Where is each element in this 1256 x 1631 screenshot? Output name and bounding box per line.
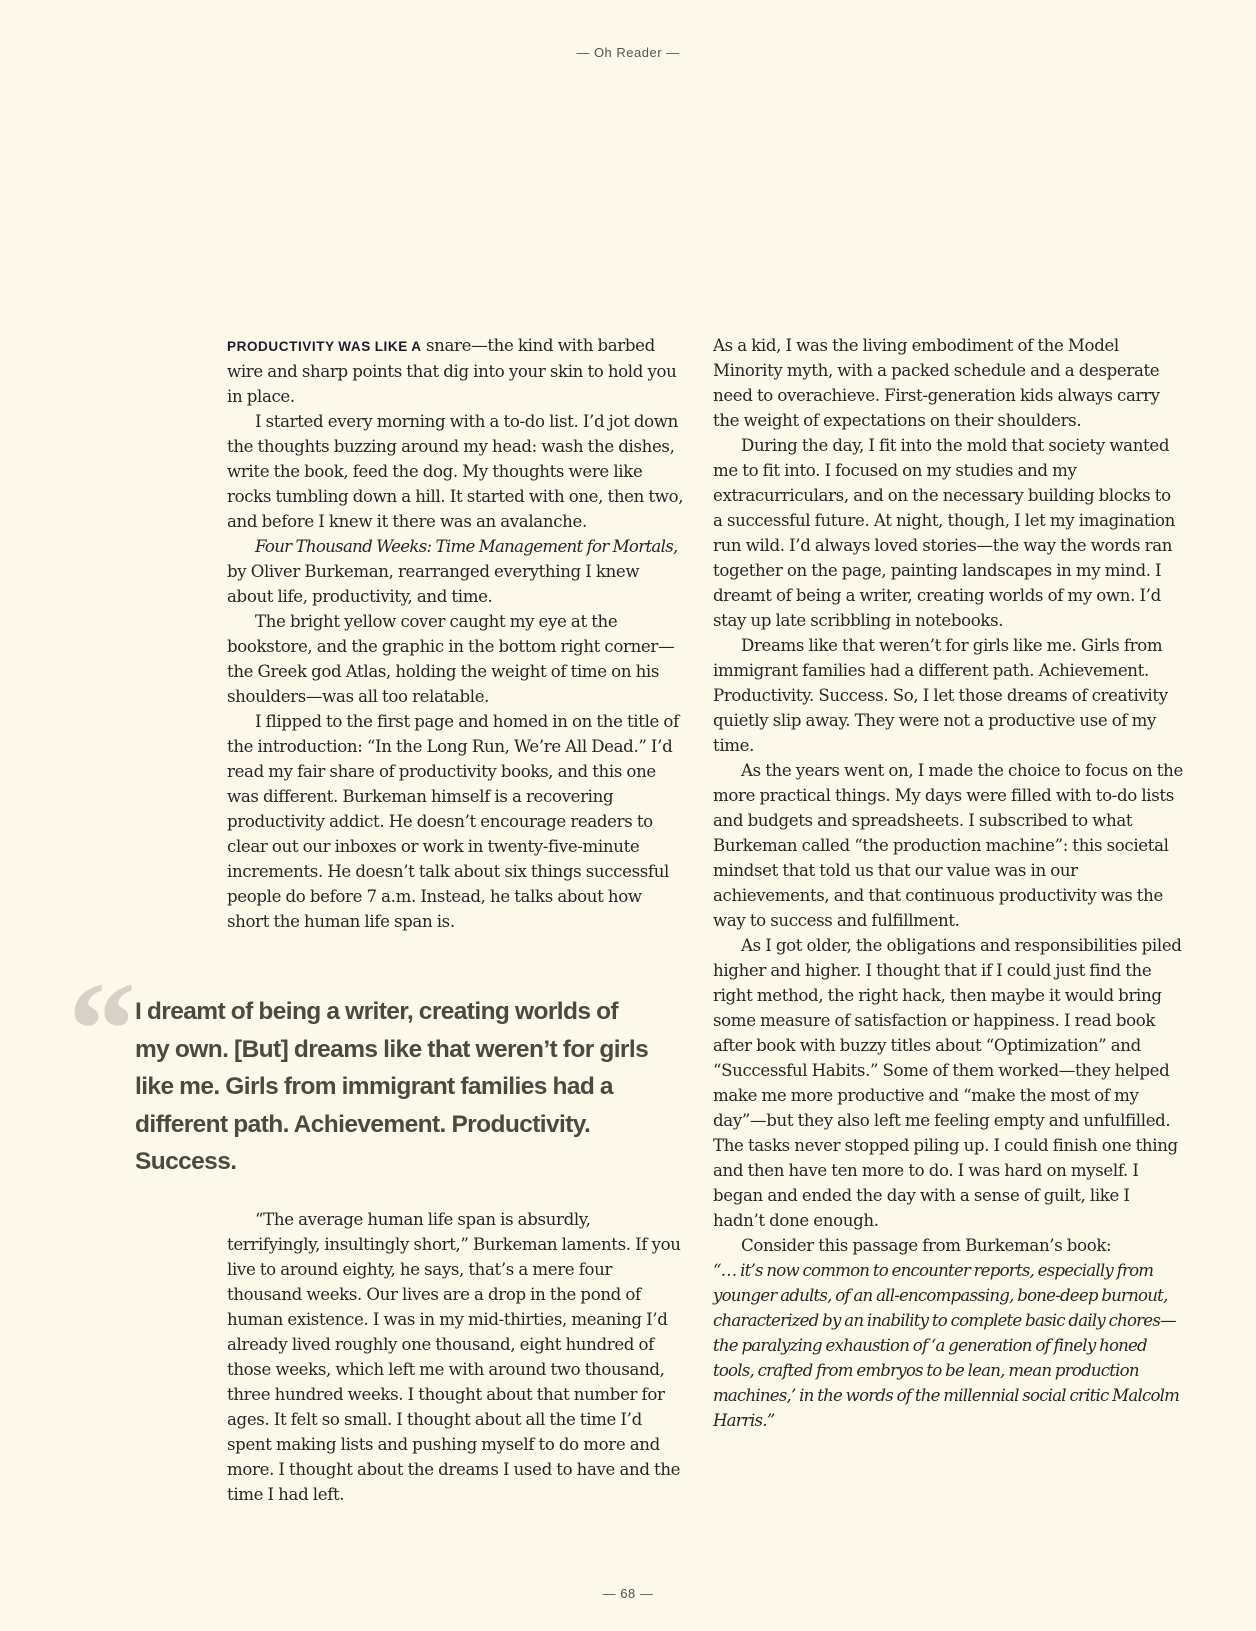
book-intro-text: by Oliver Burkeman, rearranged everything I knew about life, productivity, and time. [227,562,640,606]
lead-in-smallcaps: PRODUCTIVITY WAS LIKE A [227,339,422,354]
paragraph-obligations: As I got older, the obligations and responsibilities piled higher and higher. I thought that if I could just find the right method, the right hack, then maybe it would bring some measure of satisfaction or happiness. I read book after book with buzzy titles about “Optimization” and “Successful Habits.” Some of them worked—they helped make me more productive and “make the most of my day”—but they also left me feeling empty and unfulfilled. The tasks never stopped piling up. I could finish one thing and then have ten more to do. I was hard on myself. I began and ended the day with a sense of guilt, like I hadn’t done enough. [713,936,1182,1230]
paragraph-yellow-cover: The bright yellow cover caught my eye at the bookstore, and the graphic in the bottom right corner—the Greek god Atlas, holding the weight of time on his shoulders—was all too relatable. [227,612,675,706]
pull-quote: I dreamt of being a writer, creating worlds of my own. [But] dreams like that weren’t for girls like me. Girls from immigrant families had a different path. Achievement. Productivity. Success. [135,998,649,1175]
paragraph-first-page: I flipped to the first page and homed in on the title of the introduction: “In the Long Run, We’re All Dead.” I’d read my fair share of productivity books, and this one was different. Burkeman himself is a recovering productivity addict. He doesn’t encourage readers to clear out our inboxes or work in twenty-five-minute increments. He doesn’t talk about six things successful people do before 7 a.m. Instead, he talks about how short the human life span is. [227,712,679,931]
left-column-top [227,333,687,934]
paragraph-dreams: Dreams like that weren’t for girls like me. Girls from immigrant families had a different path. Achievement. Productivity. Success. So, I let those dreams of creativity quietly slip away. They were not a productive use of my time. [713,636,1168,755]
paragraph-life-span: “The average human life span is absurdly, terrifyingly, insultingly short,” Burkeman laments. If you live to around eighty, he says, that’s a mere four thousand weeks. Our lives are a drop in the pond of human existence. I was in my mid-thirties, meaning I’d already lived roughly one thousand, eight hundred of those weeks, which left me with around two thousand, three hundred weeks. I thought about that number for ages. It felt so small. I thought about all the time I’d spent making lists and pushing myself to do more and more. I thought about the dreams I used to have and the time I had left. [227,1210,681,1504]
right-column [713,333,1183,1433]
block-quote-burkeman: “… it’s now common to encounter reports, especially from younger adults, of an all-encompassing, bone-deep burnout, characterized by an inability to complete basic daily chores—the paralyzing exhaustion of ‘a generation of finely honed tools, crafted from embryos to be lean, mean production machines,’ in the words of the millennial social critic Malcolm Harris.” [713,1261,1180,1430]
opening-paragraph-text: snare—the kind with barbed wire and sharp points that dig into your skin to hold you in place. [227,336,677,406]
book-title: Four Thousand Weeks: Time Management for Mortals, [255,537,678,556]
paragraph-imagination: During the day, I fit into the mold that society wanted me to fit into. I focused on my studies and my extracurriculars, and on the necessary building blocks to a successful future. At night, though, I let my imagination run wild. I’d always loved stories—the way the words ran together on the page, painting landscapes in my mind. I dreamt of being a writer, creating worlds of my own. I’d stay up late scribbling in notebooks. [713,436,1175,630]
paragraph-todo-list: I started every morning with a to-do list. I’d jot down the thoughts buzzing around my head: wash the dishes, write the book, feed the dog. My thoughts were like rocks tumbling down a hill. It started with one, then two, and before I knew it there was an avalanche. [227,412,684,531]
page-number: — 68 — [602,1586,654,1601]
paragraph-book-intro [227,534,687,609]
paragraph-production-machine: As the years went on, I made the choice to focus on the more practical things. My days were filled with to-do lists and budgets and spreadsheets. I subscribed to what Burkeman called “the production machine”: this societal mindset that told us that our value was in our achievements, and that continuous productivity was the way to success and fulfillment. [713,761,1183,930]
paragraph-consider-passage: Consider this passage from Burkeman’s book: [741,1236,1112,1255]
left-column-bottom [227,1207,687,1507]
running-header: — Oh Reader — [576,45,680,60]
opening-paragraph [227,333,687,409]
paragraph-model-minority: As a kid, I was the living embodiment of the Model Minority myth, with a packed schedule and a desperate need to overachieve. First-generation kids always carry the weight of expectations on their shoulders. [713,336,1160,430]
quotation-mark-icon: “ [68,955,136,1105]
